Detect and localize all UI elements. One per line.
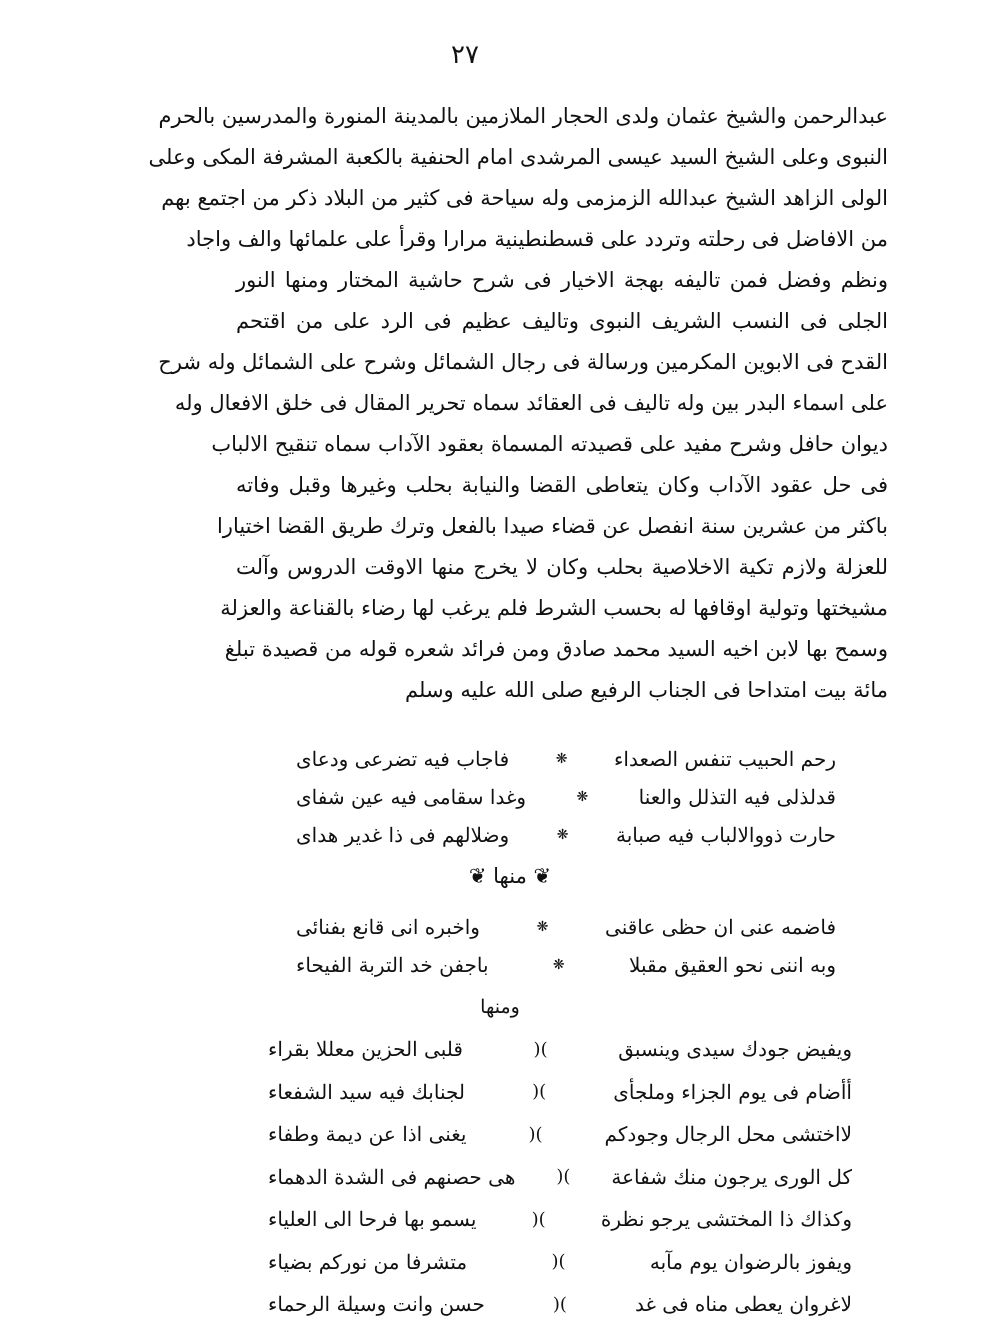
prose-line: عبدالرحمن والشيخ عثمان ولدى الحجار الملازمين بالمدينة المنورة والمدرسين بالحرم: [158, 104, 888, 128]
verse-line: [296, 778, 836, 816]
verse-separator-star: ❋: [552, 957, 565, 973]
section-heading-ornamented: ❦ منها ❦: [468, 864, 552, 888]
verse-line: [268, 1241, 852, 1284]
verse-separator-brackets: )(: [531, 1208, 546, 1230]
verse-second-hemistich: وغدا سقامى فيه عين شفاى: [296, 785, 527, 809]
verse-line: [268, 1113, 852, 1156]
verse-line: [296, 740, 836, 778]
verse-line: [268, 1071, 852, 1114]
verse-separator-star: ❋: [576, 789, 589, 805]
verse-second-hemistich: واخبره انى قانع بفنائى: [296, 915, 480, 939]
verse-second-hemistich: هى حصنهم فى الشدة الدهماء: [268, 1164, 516, 1189]
verse-separator-brackets: )(: [551, 1251, 566, 1273]
verse-first-hemistich: فاضمه عنى ان حظى عاقنى: [605, 915, 836, 939]
poem-third-excerpt: [268, 1028, 852, 1326]
verse-line: [268, 1156, 852, 1199]
verse-separator-star: ❋: [555, 751, 568, 767]
prose-line: باكثر من عشرين سنة انفصل عن قضاء صيدا بالفعل وترك طريق القضا اختيارا: [216, 514, 888, 538]
verse-first-hemistich: لاغروان يعطى مناه فى غد: [634, 1292, 852, 1317]
prose-line: الجلى فى النسب الشريف النبوى وتاليف عظيم فى الرد على من اقتحم: [236, 309, 888, 333]
verse-separator-star: ❋: [536, 919, 549, 935]
prose-block: [148, 96, 888, 711]
verse-second-hemistich: يسمو بها فرحا الى العلياء: [268, 1207, 477, 1232]
prose-line: ديوان حافل وشرح مفيد على قصيدته المسماة بعقود الآداب سماه تنقيح الالباب: [211, 432, 888, 456]
prose-line: النبوى وعلى الشيخ السيد عيسى المرشدى امام الحنفية بالكعبة المشرفة المكى وعلى: [148, 145, 888, 169]
verse-first-hemistich: ويفوز بالرضوان يوم مآبه: [649, 1249, 852, 1274]
prose-line: ونظم وفضل فمن تاليفه بهجة الاخيار فى شرح حاشية المختار ومنها النور: [236, 268, 888, 292]
verse-second-hemistich: قلبى الحزين معللا بقراء: [268, 1037, 463, 1062]
verse-first-hemistich: قدلذلى فيه التذلل والعنا: [638, 785, 836, 809]
verse-separator-brackets: )(: [552, 1293, 567, 1315]
verse-separator-brackets: )(: [556, 1166, 571, 1188]
verse-line: [296, 908, 836, 946]
verse-first-hemistich: ويفيض جودك سيدى وينسبق: [618, 1037, 852, 1062]
verse-second-hemistich: وضلالهم فى ذا غدير هداى: [296, 823, 510, 847]
page-number: ٢٧: [451, 40, 479, 70]
verse-separator-brackets: )(: [533, 1038, 548, 1060]
verse-line: [268, 1283, 852, 1326]
verse-first-hemistich: وكذاك ذا المختشى يرجو نظرة: [600, 1207, 852, 1232]
prose-line: مائة بيت امتداحا فى الجناب الرفيع صلى الله عليه وسلم: [405, 678, 888, 702]
prose-line: مشيختها وتولية اوقافها له بحسب الشرط فلم يرغب لها رضاء بالقناعة والعزلة: [220, 596, 888, 620]
prose-line: للعزلة ولازم تكية الاخلاصية بحلب وكان لا يخرج منها الاوقت الدروس وآلت: [236, 555, 888, 579]
verse-first-hemistich: أأضام فى يوم الجزاء وملجأى: [613, 1079, 852, 1104]
poem-first-excerpt: [296, 740, 836, 854]
verse-second-hemistich: يغنى اذا عن ديمة وطفاء: [268, 1122, 467, 1147]
verse-second-hemistich: لجنابك فيه سيد الشفعاء: [268, 1079, 465, 1104]
prose-line: على اسماء البدر بين وله تاليف فى العقائد سماه تحرير المقال فى خلق الافعال وله: [174, 391, 888, 415]
verse-line: [268, 1028, 852, 1071]
prose-line: القدح فى الابوين المكرمين ورسالة فى رجال الشمائل وشرح على الشمائل وله شرح: [158, 350, 888, 374]
section-heading: ومنها: [480, 996, 520, 1018]
verse-line: [296, 816, 836, 854]
verse-separator-brackets: )(: [528, 1123, 543, 1145]
verse-second-hemistich: متشرفا من نوركم بضياء: [268, 1249, 468, 1274]
verse-first-hemistich: حارت ذووالالباب فيه صبابة: [616, 823, 836, 847]
poem-second-excerpt: [296, 908, 836, 984]
verse-line: [268, 1198, 852, 1241]
prose-line: وسمح بها لابن اخيه السيد محمد صادق ومن فرائد شعره قوله من قصيدة تبلغ: [224, 637, 888, 661]
verse-separator-brackets: )(: [532, 1081, 547, 1103]
verse-first-hemistich: لااختشى محل الرجال وجودكم: [604, 1122, 852, 1147]
verse-first-hemistich: كل الورى يرجون منك شفاعة: [611, 1164, 852, 1189]
verse-first-hemistich: رحم الحبيب تنفس الصعداء: [614, 747, 836, 771]
verse-second-hemistich: حسن وانت وسيلة الرحماء: [268, 1292, 485, 1317]
verse-second-hemistich: فاجاب فيه تضرعى ودعاى: [296, 747, 510, 771]
verse-separator-star: ❋: [556, 827, 569, 843]
prose-line: الولى الزاهد الشيخ عبدالله الزمزمى وله سياحة فى كثير من البلاد ذكر من اجتمع بهم: [161, 186, 888, 210]
prose-line: فى حل عقود الآداب وكان يتعاطى القضا والنيابة بحلب وغيرها وقبل وفاته: [236, 473, 888, 497]
verse-line: [296, 946, 836, 984]
verse-second-hemistich: باجفن خد التربة الفيحاء: [296, 953, 489, 977]
verse-first-hemistich: وبه اننى نحو العقيق مقبلا: [629, 953, 836, 977]
prose-line: من الافاضل فى رحلته وتردد على قسطنطينية مرارا وقرأ على علمائها والف واجاد: [186, 227, 888, 251]
